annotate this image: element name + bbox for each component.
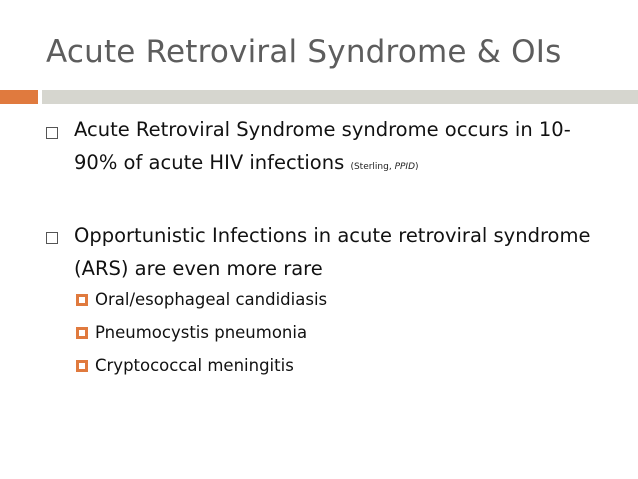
sub-bullet-text: Oral/esophageal candidiasis: [95, 290, 328, 309]
bullet-text-line-2: (ARS) are even more rare: [74, 257, 323, 280]
orange-square-bullet-icon: [76, 360, 88, 372]
citation-open: (Sterling,: [350, 162, 395, 172]
slide-title: Acute Retroviral Syndrome & OIs: [46, 34, 562, 70]
sub-bullet-text: Pneumocystis pneumonia: [95, 323, 308, 342]
square-bullet-icon: [46, 232, 58, 244]
orange-square-bullet-icon: [76, 294, 88, 306]
bullet-text-line-1: Opportunistic Infections in acute retroviral syndrome: [74, 224, 591, 247]
bullet-text-line-2: [74, 148, 419, 182]
bullet-text-line-2-main: 90% of acute HIV infections: [74, 151, 345, 174]
orange-square-bullet-icon: [76, 327, 88, 339]
bullet-text-line-1: Acute Retroviral Syndrome syndrome occurs in 10-: [74, 118, 571, 141]
square-bullet-icon: [46, 127, 58, 139]
citation: [350, 162, 418, 172]
title-accent-bar-gray: [42, 90, 638, 104]
title-accent-bar-orange: [0, 90, 38, 104]
citation-source: PPID: [394, 162, 416, 172]
sub-bullet-text: Cryptococcal meningitis: [95, 356, 294, 375]
citation-close: ): [415, 162, 419, 172]
